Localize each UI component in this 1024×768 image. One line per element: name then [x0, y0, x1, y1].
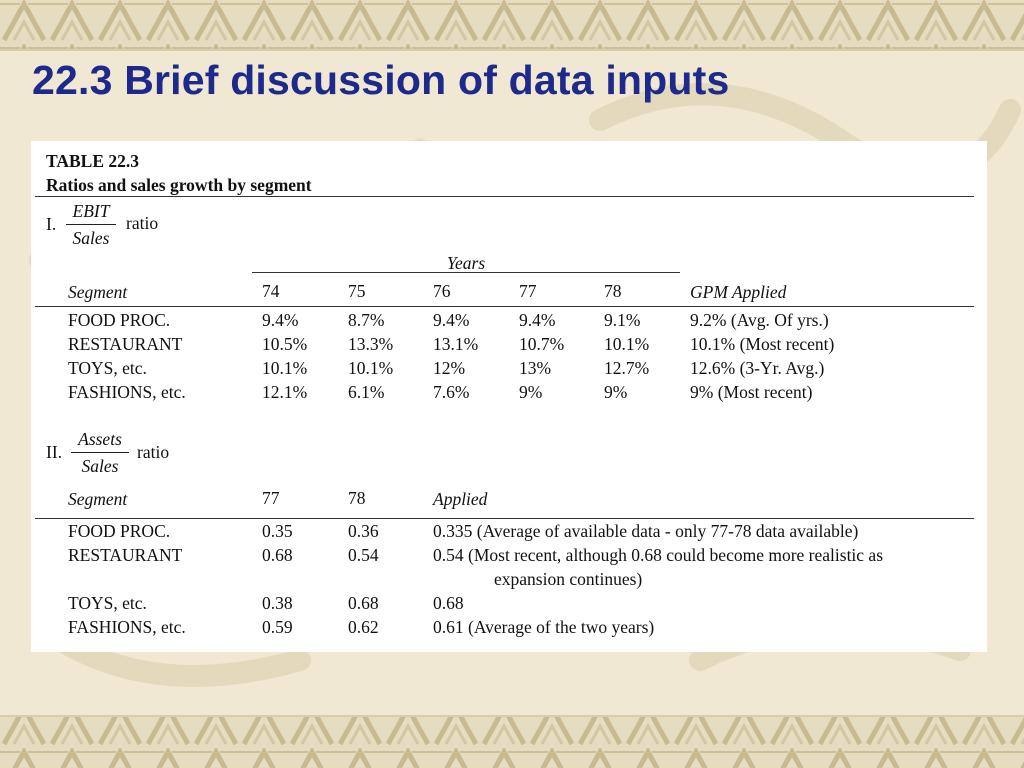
row-value: 10.1%	[262, 358, 308, 378]
row-value: 6.1%	[348, 382, 385, 402]
row-value: 10.5%	[262, 334, 308, 354]
table-image	[31, 141, 987, 652]
row-value: 12.1%	[262, 382, 308, 402]
row-applied: 0.335 (Average of available data - only 77-78 data available)	[433, 521, 859, 541]
column-header-segment: Segment	[68, 489, 128, 509]
row-applied-continuation: expansion continues)	[494, 569, 643, 589]
row-segment: RESTAURANT	[68, 334, 183, 354]
table-label: TABLE 22.3	[46, 151, 140, 171]
row-value: 9%	[604, 382, 628, 402]
column-header-year: 77	[262, 488, 280, 508]
section-2-suffix: ratio	[137, 442, 170, 462]
row-value: 9.1%	[604, 310, 641, 330]
row-value: 8.7%	[348, 310, 385, 330]
rule-section-2-header	[35, 518, 974, 519]
row-segment: TOYS, etc.	[68, 358, 147, 378]
row-value: 9%	[519, 382, 543, 402]
row-value: 9.4%	[433, 310, 470, 330]
row-segment: FOOD PROC.	[68, 310, 171, 330]
row-value: 9.4%	[262, 310, 299, 330]
row-value: 0.59	[262, 617, 293, 637]
column-header-segment: Segment	[68, 282, 128, 302]
slide-title: 22.3 Brief discussion of data inputs	[32, 57, 730, 103]
fraction-bar	[66, 224, 116, 225]
row-value: 13.3%	[348, 334, 394, 354]
years-rule	[252, 272, 680, 273]
row-value: 0.68	[262, 545, 293, 565]
rule-top	[35, 196, 974, 197]
row-value: 0.54	[348, 545, 379, 565]
column-header-year: 75	[348, 281, 366, 301]
years-label: Years	[446, 253, 486, 273]
row-value: 10.1%	[604, 334, 650, 354]
row-value: 12.7%	[604, 358, 650, 378]
row-value: 7.6%	[433, 382, 470, 402]
row-value: 9.4%	[519, 310, 556, 330]
column-header-applied: Applied	[433, 489, 488, 509]
row-value: 12%	[433, 358, 466, 378]
rule-section-1-header	[35, 306, 974, 307]
row-applied: 10.1% (Most recent)	[690, 334, 835, 354]
column-header-year: 78	[604, 281, 622, 301]
row-applied: 9% (Most recent)	[690, 382, 813, 402]
row-segment: RESTAURANT	[68, 545, 183, 565]
section-2-numeral: II.	[46, 442, 63, 462]
row-value: 13%	[519, 358, 552, 378]
column-header-gpm-applied: GPM Applied	[690, 282, 787, 302]
row-value: 0.62	[348, 617, 379, 637]
row-value: 0.35	[262, 521, 293, 541]
row-segment: FOOD PROC.	[68, 521, 171, 541]
section-1-numeral: I.	[46, 214, 57, 234]
row-value: 0.36	[348, 521, 379, 541]
row-applied: 9.2% (Avg. Of yrs.)	[690, 310, 829, 330]
row-segment: FASHIONS, etc.	[68, 382, 186, 402]
column-header-year: 77	[519, 281, 537, 301]
row-value: 0.68	[348, 593, 379, 613]
row-segment: FASHIONS, etc.	[68, 617, 186, 637]
row-applied: 0.54 (Most recent, although 0.68 could become more realistic as	[433, 545, 884, 565]
column-header-year: 76	[433, 281, 451, 301]
column-header-year: 78	[348, 488, 366, 508]
row-applied: 12.6% (3-Yr. Avg.)	[690, 358, 825, 378]
fraction-bar	[71, 452, 129, 453]
section-2-denominator: Sales	[81, 456, 119, 476]
row-value: 0.38	[262, 593, 293, 613]
row-value: 13.1%	[433, 334, 479, 354]
section-1-suffix: ratio	[126, 213, 159, 233]
row-applied: 0.61 (Average of the two years)	[433, 617, 655, 637]
row-segment: TOYS, etc.	[68, 593, 147, 613]
column-header-year: 74	[262, 281, 280, 301]
section-1-numerator: EBIT	[72, 201, 110, 221]
row-value: 10.1%	[348, 358, 394, 378]
section-2-numerator: Assets	[78, 429, 122, 449]
section-1-denominator: Sales	[72, 228, 110, 248]
table-caption: Ratios and sales growth by segment	[46, 175, 312, 195]
row-value: 10.7%	[519, 334, 565, 354]
row-applied: 0.68	[433, 593, 464, 613]
